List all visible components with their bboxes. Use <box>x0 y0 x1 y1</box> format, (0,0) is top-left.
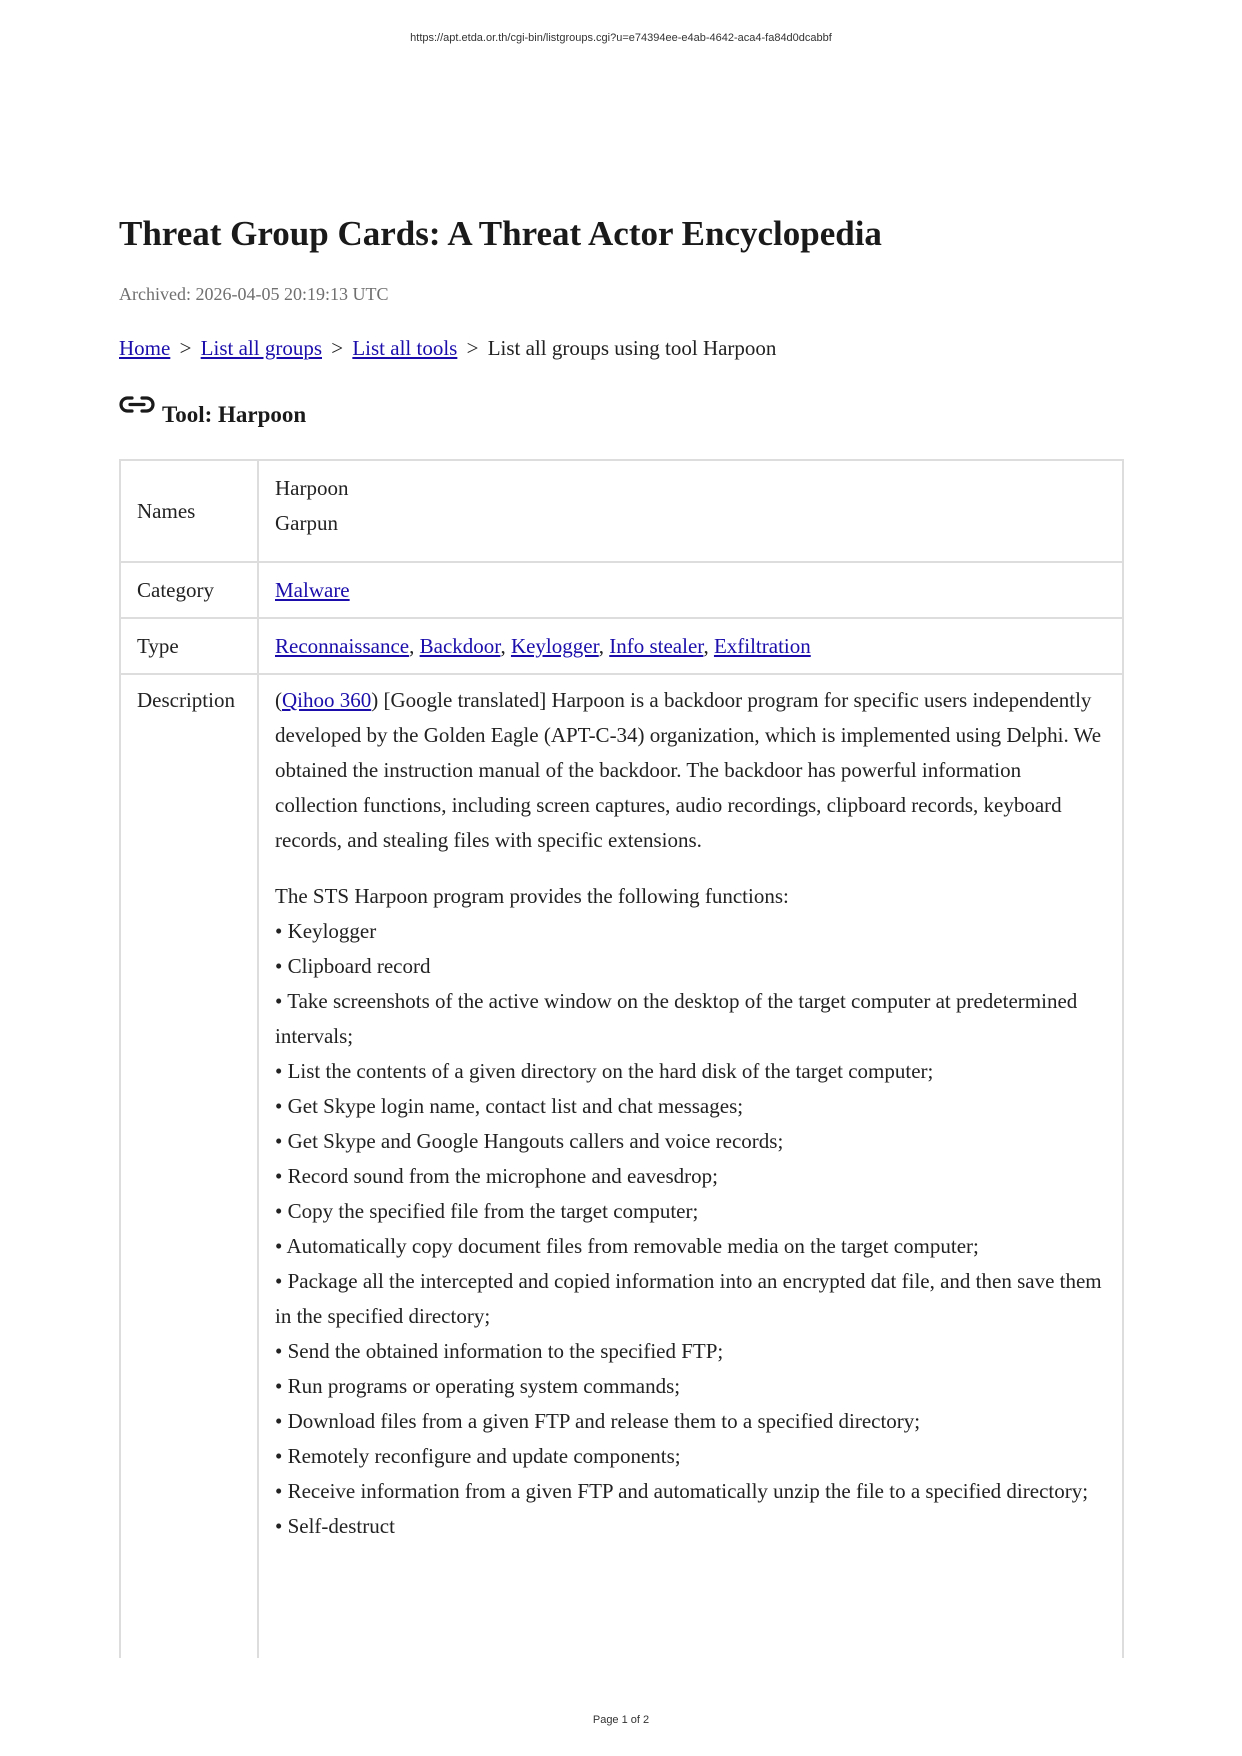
type-value <box>258 618 1123 674</box>
list-item: • Record sound from the microphone and eavesdrop; <box>275 1164 718 1188</box>
breadcrumb-separator: > <box>179 336 192 360</box>
breadcrumb-separator: > <box>331 336 344 360</box>
breadcrumb-groups-link[interactable]: List all groups <box>200 336 322 360</box>
type-label: Type <box>120 618 258 674</box>
source-paren-close: ) <box>371 688 379 712</box>
archived-timestamp: Archived: 2026-04-05 20:19:13 UTC <box>119 284 389 304</box>
breadcrumb-tools-link[interactable]: List all tools <box>352 336 458 360</box>
type-separator: , <box>598 633 604 658</box>
page-title: Threat Group Cards: A Threat Actor Encyclopedia <box>119 214 882 253</box>
type-link-exfiltration[interactable]: Exfiltration <box>713 633 811 658</box>
tool-name: Garpun <box>275 511 338 535</box>
main-content <box>119 212 1124 1658</box>
tool-heading <box>119 393 1124 429</box>
type-link-backdoor[interactable]: Backdoor <box>419 633 501 658</box>
list-item: • Copy the specified file from the target computer; <box>275 1199 699 1223</box>
list-item: • Package all the intercepted and copied information into an encrypted dat file, and then save them in the specified directory; <box>275 1269 1102 1328</box>
description-label: Description <box>120 674 258 1658</box>
breadcrumb <box>119 335 1124 361</box>
list-item: • Remotely reconfigure and update components; <box>275 1444 681 1468</box>
breadcrumb-home-link[interactable]: Home <box>119 336 171 360</box>
table-row-description <box>120 674 1123 1658</box>
source-link-qihoo-360[interactable]: Qihoo 360 <box>282 688 372 712</box>
names-value <box>258 460 1123 562</box>
functions-list <box>275 914 1106 1544</box>
list-item: • Send the obtained information to the specified FTP; <box>275 1339 724 1363</box>
list-item: • List the contents of a given directory on the hard disk of the target computer; <box>275 1059 934 1083</box>
list-item: • Clipboard record <box>275 954 431 978</box>
type-link-info-stealer[interactable]: Info stealer <box>609 633 704 658</box>
list-item: • Self-destruct <box>275 1514 395 1538</box>
table-row-names <box>120 460 1123 562</box>
list-item: • Take screenshots of the active window on the desktop of the target computer at predetermined intervals; <box>275 989 1078 1048</box>
table-row-type <box>120 618 1123 674</box>
functions-heading: The STS Harpoon program provides the following functions: <box>275 884 789 908</box>
category-value <box>258 562 1123 618</box>
list-item: • Get Skype login name, contact list and chat messages; <box>275 1094 744 1118</box>
print-header-url: https://apt.etda.or.th/cgi-bin/listgroups.cgi?u=e74394ee-e4ab-4642-aca4-fa84d0dcabbf <box>410 32 832 44</box>
description-intro <box>275 683 1106 858</box>
type-link-keylogger[interactable]: Keylogger <box>510 633 599 658</box>
breadcrumb-separator: > <box>466 336 479 360</box>
list-item: • Automatically copy document files from removable media on the target computer; <box>275 1234 979 1258</box>
print-footer-page-number: Page 1 of 2 <box>592 1714 650 1726</box>
category-label: Category <box>120 562 258 618</box>
list-item: • Get Skype and Google Hangouts callers and voice records; <box>275 1129 784 1153</box>
type-separator: , <box>500 633 506 658</box>
breadcrumb-current: List all groups using tool Harpoon <box>487 336 777 360</box>
list-item: • Download files from a given FTP and release them to a specified directory; <box>275 1409 921 1433</box>
description-intro-text: [Google translated] Harpoon is a backdoor program for specific users independently developed by the Golden Eagle (APT-C-34) organization, which is implemented using Delphi. We obtained the instruction manual of the backdoor. The backdoor has powerful information collection functions, including screen captures, audio recordings, clipboard records, keyboard records, and stealing files with specific extensions. <box>275 688 1102 852</box>
category-link[interactable]: Malware <box>275 577 350 602</box>
type-separator: , <box>409 633 415 658</box>
tool-title: Tool: Harpoon <box>162 402 307 427</box>
list-item: • Keylogger <box>275 919 377 943</box>
type-link-reconnaissance[interactable]: Reconnaissance <box>275 633 410 658</box>
tool-name: Harpoon <box>275 476 349 500</box>
type-separator: , <box>703 633 709 658</box>
list-item: • Run programs or operating system commands; <box>275 1374 681 1398</box>
description-value <box>258 674 1123 1658</box>
source-paren-open: ( <box>275 688 282 712</box>
list-item: • Receive information from a given FTP and automatically unzip the file to a specified directory; <box>275 1479 1089 1503</box>
names-label: Names <box>120 460 258 562</box>
tool-info-table <box>119 459 1124 1658</box>
link-icon <box>119 393 155 417</box>
table-row-category <box>120 562 1123 618</box>
